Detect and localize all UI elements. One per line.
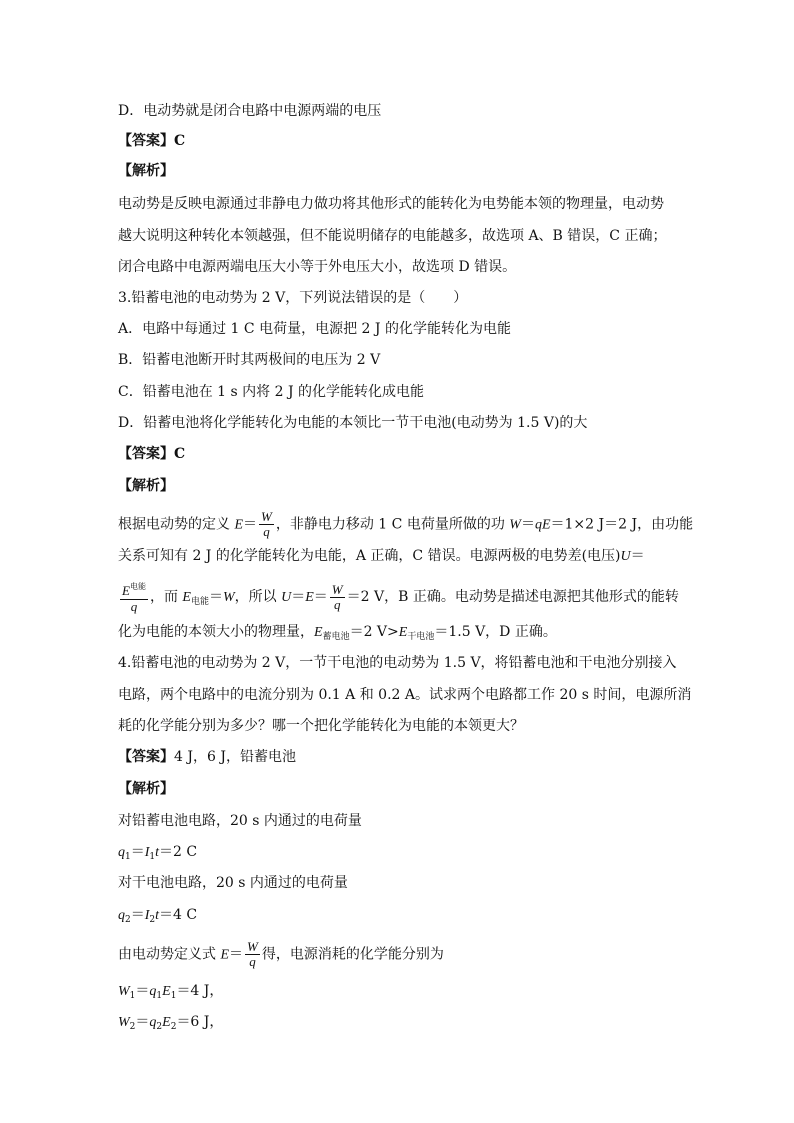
option-d: D．铅蓄电池将化学能转化为电能的本领比一节干电池(电动势为 1.5 V)的大 xyxy=(118,415,588,431)
equation-q1: $q_1=I_1t=2$ C xyxy=(118,844,198,862)
fraction-w-over-q: $\frac{W}{q}$ xyxy=(247,939,258,969)
analysis-text: 闭合电路中电源两端电压大小等于外电压大小，故选项 D 错误。 xyxy=(118,259,517,275)
fraction-w-over-q: $\frac{W}{q}$ xyxy=(331,581,343,612)
analysis-text: 对干电池电路，20 s 内通过的电荷量 xyxy=(118,875,348,891)
question-4-stem: 电路，两个电路中的电流分别为 0.1 A 和 0.2 A。试求两个电路都工作 20 s 时间，电源所消 xyxy=(118,687,692,703)
question-3-stem: 3.铅蓄电池的电动势为 2 V，下列说法错误的是（ ） xyxy=(118,290,468,306)
equation-w2: $W_2=q_2E_2=6$ J， xyxy=(118,1014,224,1032)
analysis-text-with-formula: 由电动势定义式 E＝ $\frac{W}{q}$ 得，电源消耗的化学能分别为 xyxy=(118,939,444,969)
question-4-stem: 4.铅蓄电池的电动势为 2 V，一节干电池的电动势为 1.5 V，将铅蓄电池和干电池分别接入 xyxy=(118,655,677,671)
analysis-text-with-formula: 根据电动势的定义 E＝ $\frac{W}{q}$ ，非静电力移动 1 C 电荷量所做的功 W＝qE＝1×2 J＝2 J，由功能 xyxy=(118,509,694,539)
question-4-stem: 耗的化学能分别为多少？哪一个把化学能转化为电能的本领更大？ xyxy=(118,718,524,734)
option-c: C．铅蓄电池在 1 s 内将 2 J 的化学能转化成电能 xyxy=(118,384,425,400)
analysis-label-q3: 【解析】 xyxy=(118,478,174,494)
equation-w1: $W_1=q_1E_1=4$ J， xyxy=(118,983,224,1001)
analysis-text: 对铅蓄电池电路，20 s 内通过的电荷量 xyxy=(118,813,362,829)
analysis-text: 化为电能的本领大小的物理量，$E_{蓄电池}=2$ $V>E_{干电池}=1.5$ V，D 正确。 xyxy=(118,624,557,642)
equation-q2: $q_2=I_2t=4$ C xyxy=(118,907,198,925)
analysis-text: 电动势是反映电源通过非静电力做功将其他形式的能转化为电势能本领的物理量，电动势 xyxy=(118,196,664,212)
fraction-e-over-q: $\frac{E^{电能}}{q}$ xyxy=(122,582,146,614)
analysis-text-with-formula: $\frac{E^{电能}}{q}$ ，而 $E_{电能}=W$，所以 U＝E＝ $\frac{W}{q}$ ＝2 V，B 正确。电动势是描述电源把其他形式的能转 xyxy=(122,581,679,614)
answer-q4: 【答案】4 J，6 J，铅蓄电池 xyxy=(118,749,296,765)
answer-label-q2: 【答案】C xyxy=(118,133,186,149)
option-b: B．铅蓄电池断开时其两极间的电压为 2 V xyxy=(118,352,381,368)
answer-label-q3: 【答案】C xyxy=(118,446,186,462)
option-a: A．电路中每通过 1 C 电荷量，电源把 2 J 的化学能转化为电能 xyxy=(118,321,511,337)
analysis-text: 越大说明这种转化本领越强，但不能说明储存的电能越多，故选项 A、B 错误，C 正确； xyxy=(118,228,667,244)
analysis-text: 关系可知有 2 J 的化学能转化为电能，A 正确，C 错误。电源两极的电势差(电压)U＝ xyxy=(118,548,645,564)
analysis-label-q4: 【解析】 xyxy=(118,781,174,797)
fraction-w-over-q: $\frac{W}{q}$ xyxy=(261,509,272,539)
analysis-label-q2: 【解析】 xyxy=(118,163,174,179)
option-d-q2: D．电动势就是闭合电路中电源两端的电压 xyxy=(118,103,382,119)
